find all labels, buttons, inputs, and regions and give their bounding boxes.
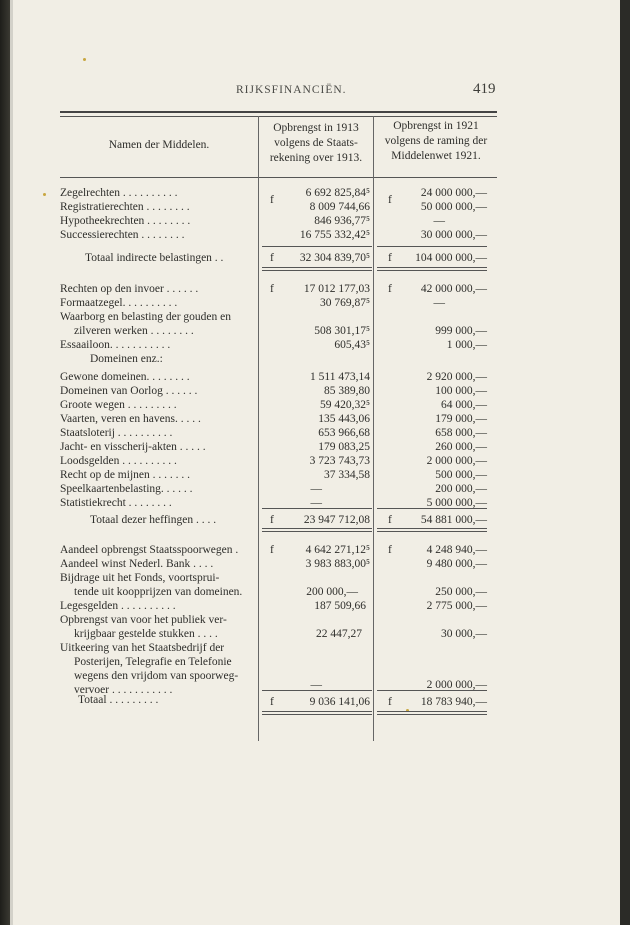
foxing-spot	[43, 193, 46, 196]
total-rule	[377, 531, 487, 532]
value-1921: 30 000,—	[441, 628, 487, 640]
value-1921: 42 000 000,—	[420, 283, 487, 295]
value-1913: —	[310, 679, 322, 691]
value-1913: 135 443,06	[318, 413, 370, 425]
currency-sign: f	[270, 194, 274, 206]
total-rule	[377, 528, 487, 529]
book-gutter	[0, 0, 10, 925]
row-label: Registratierechten . . . . . . . .	[60, 201, 190, 213]
value-1921: 250 000,—	[435, 586, 487, 598]
row-label: Bijdrage uit het Fonds, voortsprui-	[60, 572, 220, 584]
value-1913: 653 966,68	[318, 427, 370, 439]
value-1913: 179 083,25	[318, 441, 370, 453]
currency-sign: f	[388, 194, 392, 206]
row-label: Jacht- en visscherij-akten . . . . .	[60, 441, 206, 453]
value-1913: 85 389,80	[324, 385, 370, 397]
row-label: Hypotheekrechten . . . . . . . .	[60, 215, 191, 227]
row-label: Vaarten, veren en havens. . . . .	[60, 413, 201, 425]
row-label: Formaatzegel. . . . . . . . . .	[60, 297, 178, 309]
total-rule	[262, 270, 372, 271]
value-1913: 9 036 141,06	[309, 696, 370, 708]
value-1913: 605,43⁵	[334, 339, 370, 351]
value-1921: 100 000,—	[435, 385, 487, 397]
currency-sign: f	[270, 514, 274, 526]
value-1921: 24 000 000,—	[420, 187, 487, 199]
value-1913: 1 511 473,14	[310, 371, 370, 383]
row-label: Posterijen, Telegrafie en Telefonie	[74, 656, 232, 668]
table-top-rule	[60, 116, 497, 117]
row-label: Gewone domeinen. . . . . . . .	[60, 371, 190, 383]
value-1921: 500 000,—	[435, 469, 487, 481]
value-1913: 37 334,58	[324, 469, 370, 481]
row-label: Recht op de mijnen . . . . . . .	[60, 469, 190, 481]
column-divider	[373, 116, 374, 741]
value-1921: 9 480 000,—	[426, 558, 487, 570]
page-fold-shadow	[10, 0, 13, 925]
row-label: tende uit koopprijzen van domeinen.	[74, 586, 243, 598]
total-rule	[262, 531, 372, 532]
row-label: vervoer . . . . . . . . . . .	[74, 684, 173, 696]
total-rule	[262, 711, 372, 712]
row-label: Domeinen enz.:	[90, 353, 163, 365]
value-1913: 8 009 744,66	[309, 201, 370, 213]
total-rule	[377, 714, 487, 715]
row-label: Zegelrechten . . . . . . . . . .	[60, 187, 178, 199]
row-label: Totaal . . . . . . . . .	[78, 694, 159, 706]
value-1921: —	[433, 215, 445, 227]
value-1921: 200 000,—	[435, 483, 487, 495]
value-1921: 2 775 000,—	[426, 600, 487, 612]
total-rule	[377, 711, 487, 712]
row-label: wegens den vrijdom van spoorweg-	[74, 670, 239, 682]
header-bottom-rule	[60, 177, 497, 178]
value-1913: 4 642 271,12⁵	[305, 544, 370, 556]
value-1913: 22 447,27	[316, 628, 362, 640]
currency-sign: f	[388, 252, 392, 264]
table-top-rule	[60, 111, 497, 113]
running-title: RIJKSFINANCIËN.	[236, 84, 347, 96]
value-1921: 2 920 000,—	[426, 371, 487, 383]
row-label: Aandeel opbrengst Staatsspoorwegen .	[60, 544, 239, 556]
value-1921: 50 000 000,—	[420, 201, 487, 213]
value-1921: 30 000 000,—	[420, 229, 487, 241]
value-1913: 3 983 883,00⁵	[305, 558, 370, 570]
value-1921: 2 000 000,—	[426, 455, 487, 467]
row-label: Successierechten . . . . . . . .	[60, 229, 185, 241]
row-label: Totaal indirecte belastingen . .	[85, 252, 224, 264]
value-1921: 64 000,—	[441, 399, 487, 411]
page-number: 419	[473, 81, 496, 97]
subtotal-rule	[377, 246, 487, 247]
total-rule	[262, 714, 372, 715]
value-1913: 59 420,32⁵	[319, 399, 370, 411]
row-label: Groote wegen . . . . . . . . .	[60, 399, 177, 411]
currency-sign: f	[270, 283, 274, 295]
value-1913: 6 692 825,84⁵	[305, 187, 370, 199]
subtotal-rule	[262, 246, 372, 247]
currency-sign: f	[388, 283, 392, 295]
value-1913: —	[310, 483, 322, 495]
row-label: Totaal dezer heffingen . . . .	[90, 514, 217, 526]
page-right-edge	[620, 0, 630, 925]
column-header-1913: Opbrengst in 1913 volgens de Staats-rekening over 1913.	[269, 122, 363, 164]
currency-sign: f	[388, 544, 392, 556]
row-label: zilveren werken . . . . . . . .	[74, 325, 194, 337]
value-1913: 17 012 177,03	[303, 283, 370, 295]
total-rule	[377, 267, 487, 268]
value-1921: 104 000 000,—	[415, 252, 487, 264]
column-header-name: Namen der Middelen.	[108, 139, 210, 151]
row-label: Statistiekrecht . . . . . . . .	[60, 497, 172, 509]
currency-sign: f	[270, 696, 274, 708]
total-rule	[262, 528, 372, 529]
column-header-1921: Opbrengst in 1921 volgens de raming der Middelenwet 1921.	[384, 120, 488, 162]
value-1921: 4 248 940,—	[426, 544, 487, 556]
total-rule	[377, 270, 487, 271]
value-1921: 999 000,—	[435, 325, 487, 337]
currency-sign: f	[270, 544, 274, 556]
row-label: Legesgelden . . . . . . . . . .	[60, 600, 176, 612]
value-1913: 187 509,66	[314, 600, 366, 612]
row-label: krijgbaar gestelde stukken . . . .	[74, 628, 218, 640]
total-rule	[262, 267, 372, 268]
row-label: Domeinen van Oorlog . . . . . .	[60, 385, 198, 397]
currency-sign: f	[388, 514, 392, 526]
value-1913: 508 301,17⁵	[314, 325, 370, 337]
currency-sign: f	[388, 696, 392, 708]
row-label: Speelkaartenbelasting. . . . . .	[60, 483, 193, 495]
column-divider	[258, 116, 259, 741]
row-label: Aandeel winst Nederl. Bank . . . .	[60, 558, 214, 570]
value-1913: 3 723 743,73	[309, 455, 370, 467]
foxing-spot	[83, 58, 86, 61]
row-label: Staatsloterij . . . . . . . . . .	[60, 427, 173, 439]
row-label: Opbrengst van voor het publiek ver-	[60, 614, 227, 626]
value-1921: 18 783 940,—	[420, 696, 487, 708]
row-label: Loodsgelden . . . . . . . . . .	[60, 455, 177, 467]
value-1913: 30 769,87⁵	[319, 297, 370, 309]
value-1921: 179 000,—	[435, 413, 487, 425]
row-label: Essaailoon. . . . . . . . . . .	[60, 339, 171, 351]
row-label: Waarborg en belasting der gouden en	[60, 311, 231, 323]
value-1913: 32 304 839,70⁵	[299, 252, 370, 264]
value-1913: 846 936,77⁵	[314, 215, 370, 227]
value-1921: 658 000,—	[435, 427, 487, 439]
value-1913: —	[310, 497, 322, 509]
value-1921: 260 000,—	[435, 441, 487, 453]
value-1913: 200 000,—	[306, 586, 358, 598]
value-1921: 54 881 000,—	[420, 514, 487, 526]
value-1913: 23 947 712,08	[303, 514, 370, 526]
currency-sign: f	[270, 252, 274, 264]
value-1921: 2 000 000,—	[426, 679, 487, 691]
row-label: Rechten op den invoer . . . . . .	[60, 283, 199, 295]
value-1913: 16 755 332,42⁵	[299, 229, 370, 241]
row-label: Uitkeering van het Staatsbedrijf der	[60, 642, 225, 654]
value-1921: —	[433, 297, 445, 309]
value-1921: 5 000 000,—	[426, 497, 487, 509]
value-1921: 1 000,—	[446, 339, 487, 351]
